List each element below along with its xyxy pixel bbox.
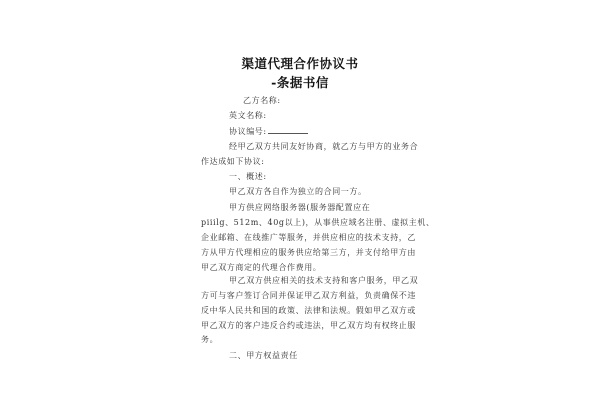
intro-text-line: 经甲乙双方共同友好协商，就乙方与甲方的业务合 xyxy=(229,142,419,151)
agreement-number-row xyxy=(229,126,308,137)
paragraph-line: 方从甲方代理相应的服务供应给第三方，并支付给甲方由 xyxy=(201,248,416,257)
section-2-heading: 二、甲方权益责任 xyxy=(229,351,298,360)
party-b-name-label: 乙方名称: xyxy=(243,96,281,105)
paragraph-line: 甲乙双方各自作为独立的合同一方。 xyxy=(229,187,367,196)
paragraph-line: 方可与客户签订合同并保证甲乙双方利益，负责确保不违 xyxy=(201,291,416,300)
intro-text-line: 作达成如下协议: xyxy=(201,157,265,166)
paragraph-line: piiilg、512m、40g以上)，从事供应域名注册、虚拟主机、 xyxy=(201,218,435,227)
paragraph-line: 反中华人民共和国的政策、法律和法规。假如甲乙双方或 xyxy=(201,306,416,315)
paragraph-line: 企业邮箱、在线推广等服务，并供应相应的技术支持，乙 xyxy=(201,233,416,242)
agreement-number-label: 协议编号: xyxy=(229,127,267,136)
section-1-heading: 一、概述: xyxy=(229,172,267,181)
paragraph-line: 甲乙双方的客户违反合约或违法，甲乙双方均有权终止服 xyxy=(201,321,416,330)
document-subtitle: -条据书信 xyxy=(271,75,329,90)
paragraph-line: 甲乙双方供应相关的技术支持和客户服务，甲乙双 xyxy=(229,276,419,285)
document-title: 渠道代理合作协议书 xyxy=(241,56,359,71)
paragraph-line: 务。 xyxy=(201,335,219,344)
paragraph-line: 甲方供应网络服务器(服务器配置应在 xyxy=(229,203,371,212)
paragraph-line: 甲乙双方商定的代理合作费用。 xyxy=(201,263,322,272)
english-name-label: 英文名称: xyxy=(229,111,267,120)
agreement-number-blank xyxy=(268,126,308,134)
